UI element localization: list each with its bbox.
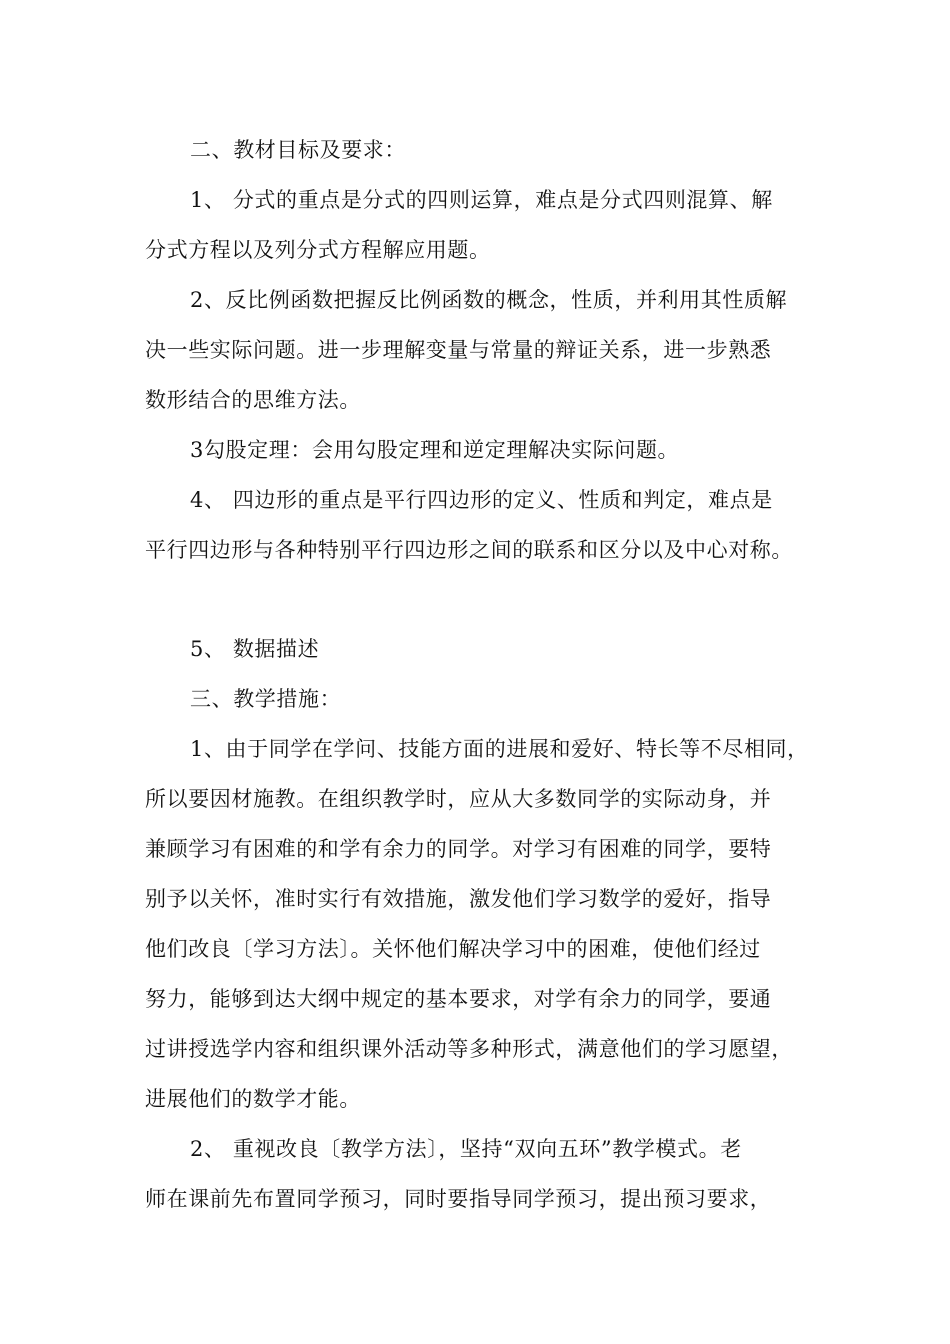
paragraph-line: 努力，能够到达大纲中规定的基本要求，对学有余力的同学，要通 <box>145 987 772 1011</box>
paragraph-line: 进展他们的数学才能。 <box>145 1087 361 1111</box>
paragraph-line: 兼顾学习有困难的和学有余力的同学。对学习有困难的同学，要特 <box>145 837 772 861</box>
paragraph-line: 数形结合的思维方法。 <box>145 388 361 412</box>
paragraph-line: 师在课前先布置同学预习，同时要指导同学预习，提出预习要求， <box>145 1187 772 1211</box>
paragraph-line: 过讲授选学内容和组织课外活动等多种形式，满意他们的学习愿望， <box>145 1037 793 1061</box>
paragraph-line: 平行四边形与各种特别平行四边形之间的联系和区分以及中心对称。 <box>145 538 793 562</box>
section-heading-measures: 三、教学措施： <box>190 687 342 711</box>
paragraph-line: 别予以关怀，准时实行有效措施，激发他们学习数学的爱好，指导 <box>145 887 772 911</box>
paragraph-line: 2、 重视改良〔教学方法〕，坚持“双向五环”教学模式。老 <box>190 1137 742 1161</box>
paragraph-line: 2、反比例函数把握反比例函数的概念，性质，并利用其性质解 <box>190 288 788 312</box>
paragraph-line: 1、 分式的重点是分式的四则运算，难点是分式四则混算、解 <box>190 188 773 212</box>
paragraph-line: 他们改良〔学习方法〕。关怀他们解决学习中的困难，使他们经过 <box>145 937 761 961</box>
paragraph-line: 分式方程以及列分式方程解应用题。 <box>145 238 491 262</box>
paragraph-line: 所以要因材施教。在组织教学时，应从大多数同学的实际动身，并 <box>145 787 772 811</box>
paragraph-line: 3勾股定理：会用勾股定理和逆定理解决实际问题。 <box>190 438 680 462</box>
paragraph-line: 4、 四边形的重点是平行四边形的定义、性质和判定，难点是 <box>190 488 773 512</box>
paragraph-line: 决一些实际问题。进一步理解变量与常量的辩证关系，进一步熟悉 <box>145 338 772 362</box>
paragraph-line: 5、 数据描述 <box>190 637 320 661</box>
section-heading-objectives: 二、教材目标及要求： <box>190 138 406 162</box>
paragraph-line: 1、由于同学在学问、技能方面的进展和爱好、特长等不尽相同， <box>190 737 809 761</box>
